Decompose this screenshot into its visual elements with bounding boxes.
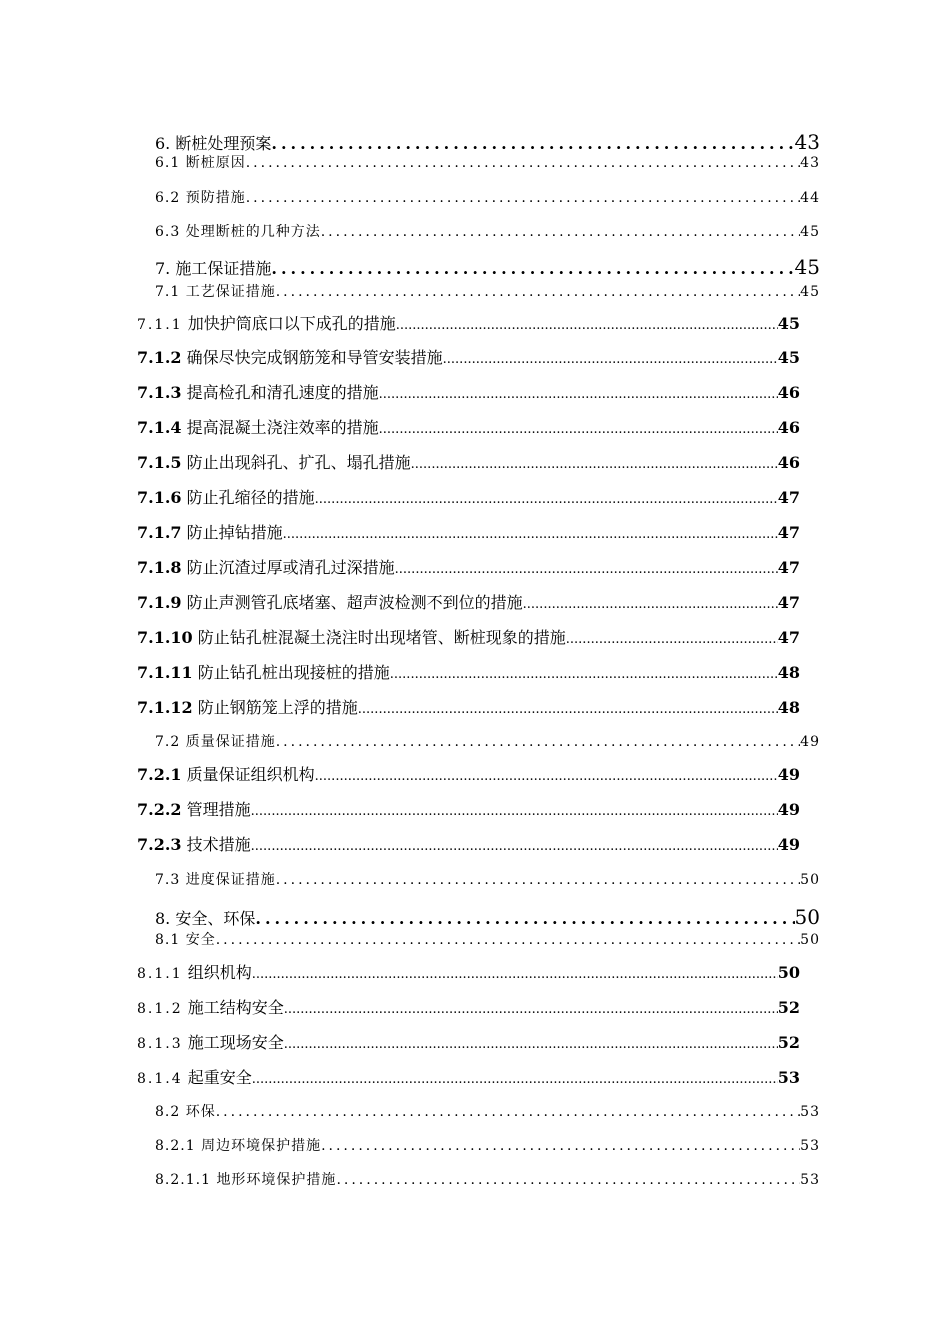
toc-leader-dots xyxy=(321,222,800,242)
toc-entry[interactable] xyxy=(137,418,800,438)
toc-entry-title: 防止钻孔桩混凝土浇注时出现堵管、断桩现象的措施 xyxy=(197,628,566,647)
toc-leader-dots xyxy=(251,802,778,820)
toc-entry-label xyxy=(155,153,246,173)
toc-entry-title: 质量保证措施 xyxy=(185,734,276,750)
toc-leader-dots xyxy=(246,153,800,173)
toc-leader-dots xyxy=(276,282,800,302)
toc-leader-dots xyxy=(396,316,778,334)
toc-entry-page-number: 43 xyxy=(800,155,820,171)
toc-entry-label xyxy=(155,907,255,929)
toc-entry[interactable] xyxy=(137,998,800,1018)
toc-leader-dots xyxy=(216,1102,800,1122)
toc-entry-title: 组织机构 xyxy=(187,963,252,982)
toc-entry-label xyxy=(137,765,315,785)
toc-entry-label xyxy=(137,800,251,820)
toc-entry-title: 预防措施 xyxy=(185,190,246,206)
toc-entry[interactable] xyxy=(137,1033,800,1053)
toc-entry[interactable] xyxy=(137,314,800,334)
toc-entry-number: 7.3 xyxy=(155,872,181,888)
toc-entry-page-number: 49 xyxy=(777,800,800,819)
toc-entry-title: 提高混凝土浇注效率的措施 xyxy=(186,418,379,437)
toc-entry-number: 7.1.8 xyxy=(137,558,182,577)
toc-entry-page-number: 43 xyxy=(794,130,820,154)
toc-entry[interactable] xyxy=(137,835,800,855)
toc-leader-dots xyxy=(523,595,778,613)
toc-entry[interactable] xyxy=(155,1136,820,1156)
toc-entry[interactable] xyxy=(155,930,820,950)
toc-entry[interactable] xyxy=(155,282,820,302)
toc-entry-page-number: 47 xyxy=(777,628,800,647)
toc-entry-number: 7.1.4 xyxy=(137,418,182,437)
toc-entry-title: 质量保证组织机构 xyxy=(186,765,315,784)
toc-entry-label xyxy=(155,1170,336,1190)
toc-entry-label xyxy=(137,1068,252,1088)
toc-entry-label xyxy=(137,835,251,855)
toc-entry-title: 进度保证措施 xyxy=(185,872,276,888)
toc-entry-number: 6.3 xyxy=(155,224,181,240)
toc-entry-page-number: 45 xyxy=(794,255,820,279)
toc-entry-page-number: 49 xyxy=(777,765,800,784)
toc-entry-label xyxy=(155,132,271,154)
toc-leader-dots xyxy=(395,560,778,578)
toc-entry-number: 7.1 xyxy=(155,284,181,300)
toc-entry-title: 防止钢筋笼上浮的措施 xyxy=(197,698,358,717)
toc-entry-page-number: 45 xyxy=(777,348,800,367)
toc-entry-label xyxy=(137,628,566,648)
toc-leader-dots xyxy=(276,870,800,890)
toc-entry[interactable] xyxy=(155,1170,820,1190)
toc-entry-number: 7. xyxy=(155,259,171,278)
toc-entry-page-number: 52 xyxy=(777,998,800,1017)
toc-entry-label xyxy=(137,1033,284,1053)
toc-leader-dots xyxy=(358,700,778,718)
toc-entry-title: 施工结构安全 xyxy=(187,998,284,1017)
toc-entry-page-number: 50 xyxy=(800,872,820,888)
toc-entry-number: 8.1.4 xyxy=(137,1071,183,1087)
toc-leader-dots xyxy=(271,132,794,154)
toc-entry-title: 提高检孔和清孔速度的措施 xyxy=(186,383,379,402)
toc-entry-page-number: 46 xyxy=(777,383,800,402)
toc-entry[interactable] xyxy=(137,348,800,368)
toc-leader-dots xyxy=(276,732,800,752)
toc-entry-label xyxy=(155,257,271,279)
toc-leader-dots xyxy=(216,930,800,950)
toc-entry-page-number: 52 xyxy=(777,1033,800,1052)
toc-leader-dots xyxy=(315,490,778,508)
toc-leader-dots xyxy=(284,1000,778,1018)
toc-entry-number: 6.2 xyxy=(155,190,181,206)
toc-entry[interactable] xyxy=(137,488,800,508)
toc-entry-number: 8.1 xyxy=(155,932,181,948)
toc-entry-page-number: 47 xyxy=(777,488,800,507)
toc-entry[interactable] xyxy=(155,732,820,752)
toc-entry-label xyxy=(137,523,283,543)
toc-entry[interactable] xyxy=(155,222,820,242)
toc-entry-label xyxy=(155,1102,216,1122)
toc-entry-title: 施工保证措施 xyxy=(175,259,272,278)
toc-leader-dots xyxy=(379,420,778,438)
toc-entry-label xyxy=(155,222,321,242)
toc-entry-title: 施工现场安全 xyxy=(187,1033,284,1052)
toc-entry-label xyxy=(155,870,276,890)
toc-entry-number: 8.1.3 xyxy=(137,1036,183,1052)
toc-entry-page-number: 48 xyxy=(777,698,800,717)
toc-entry-number: 7.1.12 xyxy=(137,698,193,717)
toc-entry-label xyxy=(137,663,390,683)
toc-entry-number: 7.2.2 xyxy=(137,800,182,819)
toc-entry-title: 防止声测管孔底堵塞、超声波检测不到位的措施 xyxy=(186,593,523,612)
toc-entry-number: 7.1.5 xyxy=(137,453,182,472)
toc-entry[interactable] xyxy=(155,130,820,154)
toc-entry-page-number: 50 xyxy=(800,932,820,948)
toc-entry-number: 8.2.1.1 xyxy=(155,1172,211,1188)
toc-entry-number: 7.1.7 xyxy=(137,523,182,542)
toc-entry-title: 防止孔缩径的措施 xyxy=(186,488,315,507)
toc-entry-page-number: 46 xyxy=(777,453,800,472)
toc-entry-page-number: 44 xyxy=(800,190,820,206)
toc-entry-page-number: 50 xyxy=(777,963,800,982)
toc-entry-page-number: 48 xyxy=(777,663,800,682)
toc-entry[interactable] xyxy=(137,963,800,983)
toc-entry-title: 工艺保证措施 xyxy=(185,284,276,300)
toc-entry-number: 7.2 xyxy=(155,734,181,750)
toc-entry[interactable] xyxy=(137,1068,800,1088)
toc-entry-page-number: 50 xyxy=(794,905,820,929)
toc-entry-label xyxy=(137,998,284,1018)
toc-entry-number: 8.2.1 xyxy=(155,1138,196,1154)
toc-entry[interactable] xyxy=(155,255,820,279)
toc-entry-page-number: 45 xyxy=(777,314,800,333)
toc-entry-page-number: 45 xyxy=(800,284,820,300)
toc-entry[interactable] xyxy=(137,593,800,613)
toc-leader-dots xyxy=(255,907,794,929)
toc-entry-title: 断桩处理预案 xyxy=(175,134,272,153)
toc-entry[interactable] xyxy=(137,383,800,403)
toc-entry-title: 管理措施 xyxy=(186,800,251,819)
toc-entry-page-number: 53 xyxy=(800,1138,820,1154)
toc-entry[interactable] xyxy=(155,905,820,929)
toc-entry[interactable] xyxy=(137,698,800,718)
toc-leader-dots xyxy=(379,385,778,403)
toc-entry-page-number: 46 xyxy=(777,418,800,437)
toc-entry[interactable] xyxy=(137,765,800,785)
toc-entry-label xyxy=(137,418,379,438)
toc-entry-title: 断桩原因 xyxy=(185,155,246,171)
toc-entry[interactable] xyxy=(137,628,800,648)
toc-entry-label xyxy=(137,453,411,473)
toc-entry-number: 6. xyxy=(155,134,171,153)
toc-entry[interactable] xyxy=(155,188,820,208)
toc-entry-page-number: 47 xyxy=(777,593,800,612)
toc-leader-dots xyxy=(252,1070,778,1088)
toc-entry[interactable] xyxy=(137,453,800,473)
toc-entry-title: 技术措施 xyxy=(186,835,251,854)
toc-entry-number: 7.1.11 xyxy=(137,663,193,682)
toc-entry-number: 7.1.9 xyxy=(137,593,182,612)
toc-entry-page-number: 53 xyxy=(800,1172,820,1188)
toc-entry-title: 处理断桩的几种方法 xyxy=(185,224,321,240)
toc-entry-label xyxy=(155,282,276,302)
toc-entry-number: 7.1.1 xyxy=(137,317,183,333)
toc-entry-label xyxy=(137,698,358,718)
toc-leader-dots xyxy=(246,188,800,208)
toc-entry-label xyxy=(137,963,252,983)
toc-entry-label xyxy=(137,314,396,334)
toc-entry-title: 防止钻孔桩出现接桩的措施 xyxy=(197,663,390,682)
toc-entry-label xyxy=(137,558,395,578)
toc-entry[interactable] xyxy=(137,558,800,578)
toc-entry-title: 防止沉渣过厚或清孔过深措施 xyxy=(186,558,395,577)
toc-entry[interactable] xyxy=(137,800,800,820)
toc-leader-dots xyxy=(390,665,778,683)
toc-entry-title: 防止出现斜孔、扩孔、塌孔措施 xyxy=(186,453,411,472)
toc-entry-label xyxy=(155,732,276,752)
toc-entry-number: 7.1.6 xyxy=(137,488,182,507)
toc-entry-page-number: 49 xyxy=(777,835,800,854)
toc-leader-dots xyxy=(283,525,778,543)
toc-entry-label xyxy=(155,1136,321,1156)
toc-leader-dots xyxy=(252,965,778,983)
toc-entry-number: 7.1.2 xyxy=(137,348,182,367)
toc-entry-number: 6.1 xyxy=(155,155,181,171)
toc-entry-number: 8.2 xyxy=(155,1104,181,1120)
toc-leader-dots xyxy=(443,350,778,368)
toc-entry-label xyxy=(155,188,246,208)
toc-entry-page-number: 47 xyxy=(777,523,800,542)
toc-entry-number: 7.1.10 xyxy=(137,628,193,647)
toc-leader-dots xyxy=(284,1035,778,1053)
toc-entry-label xyxy=(137,593,523,613)
toc-entry-label xyxy=(155,930,216,950)
toc-entry-page-number: 53 xyxy=(777,1068,800,1087)
toc-entry-title: 加快护筒底口以下成孔的措施 xyxy=(187,314,396,333)
toc-entry-title: 地形环境保护措施 xyxy=(216,1172,337,1188)
toc-entry-title: 安全 xyxy=(185,932,216,948)
toc-leader-dots xyxy=(321,1136,800,1156)
toc-leader-dots xyxy=(411,455,778,473)
toc-entry-page-number: 45 xyxy=(800,224,820,240)
toc-entry-title: 安全、环保 xyxy=(175,909,256,928)
toc-leader-dots xyxy=(315,767,778,785)
toc-entry-label xyxy=(137,348,443,368)
toc-entry-label xyxy=(137,488,315,508)
toc-entry-number: 8.1.1 xyxy=(137,966,183,982)
toc-entry[interactable] xyxy=(137,523,800,543)
toc-entry-title: 起重安全 xyxy=(187,1068,252,1087)
toc-entry-title: 周边环境保护措施 xyxy=(201,1138,322,1154)
toc-entry[interactable] xyxy=(155,870,820,890)
toc-entry-page-number: 49 xyxy=(800,734,820,750)
toc-entry-title: 环保 xyxy=(185,1104,216,1120)
toc-entry-number: 7.2.1 xyxy=(137,765,182,784)
toc-entry-title: 防止掉钻措施 xyxy=(186,523,283,542)
toc-entry-number: 7.1.3 xyxy=(137,383,182,402)
toc-entry-title: 确保尽快完成钢筋笼和导管安装措施 xyxy=(186,348,443,367)
toc-entry[interactable] xyxy=(155,153,820,173)
toc-leader-dots xyxy=(336,1170,800,1190)
toc-entry-page-number: 47 xyxy=(777,558,800,577)
toc-entry-number: 7.2.3 xyxy=(137,835,182,854)
toc-entry-number: 8.1.2 xyxy=(137,1001,183,1017)
toc-leader-dots xyxy=(271,257,794,279)
toc-entry-number: 8. xyxy=(155,909,171,928)
toc-entry-label xyxy=(137,383,379,403)
toc-entry-page-number: 53 xyxy=(800,1104,820,1120)
toc-entry[interactable] xyxy=(137,663,800,683)
toc-leader-dots xyxy=(251,837,778,855)
toc-entry[interactable] xyxy=(155,1102,820,1122)
toc-leader-dots xyxy=(566,630,778,648)
